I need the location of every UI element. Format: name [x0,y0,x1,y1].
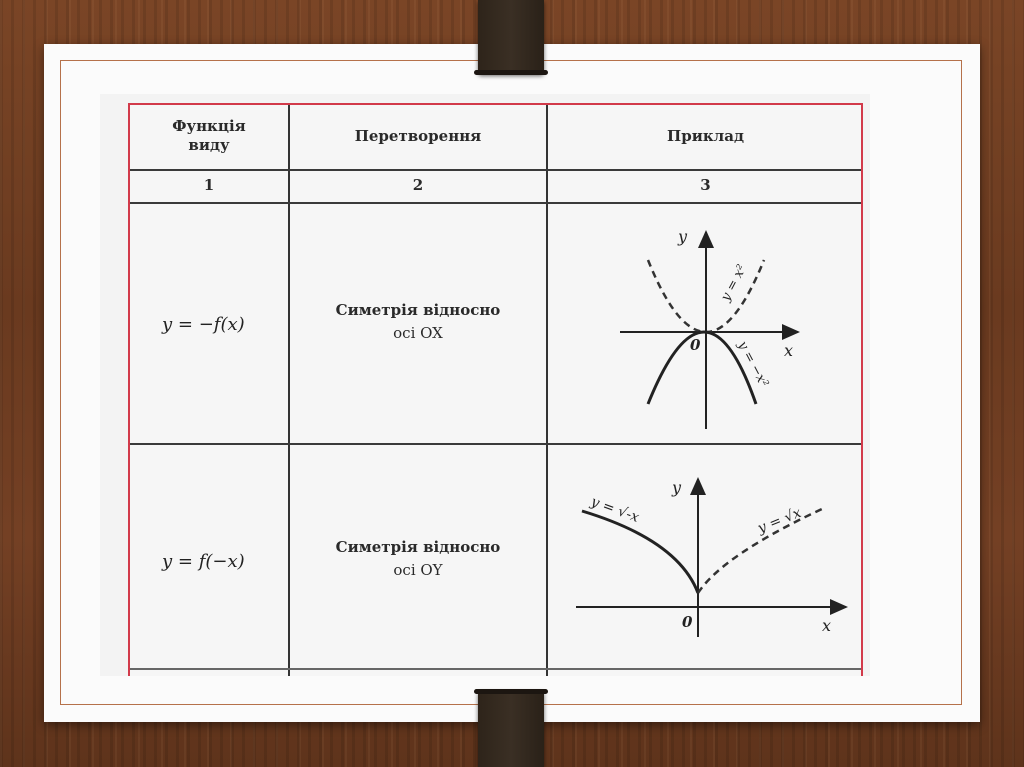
y-axis-label: y [672,478,682,497]
header-transformation: Перетворення [354,127,482,145]
table-row-divider-1 [130,169,861,171]
table-row-divider-4 [130,668,861,670]
binder-clip-bottom-bar [474,689,548,694]
origin-label: 0 [682,613,693,631]
binder-clip-bottom [478,690,544,767]
row1-function: y = −f(x) [162,314,245,335]
curve-y-sqrt-neg-x [582,511,698,593]
transform-table [128,103,863,676]
row2-transformation-line2: осі OY [393,561,443,579]
column-number-1: 1 [203,176,215,194]
curve-label-sqrt-neg-x: y = √-x [588,493,642,526]
row1-transformation-line1: Симетрія відносно [335,301,501,319]
graph-parabolas [548,204,861,442]
column-number-2: 2 [412,176,424,194]
x-axis-label: x [784,341,794,360]
row2-function: y = f(−x) [162,551,245,572]
origin-label: 0 [690,336,701,354]
row2-transformation-line1: Симетрія відносно [335,538,501,556]
y-axis-label: y [678,227,688,246]
row1-transformation-line2: осі OX [393,324,443,342]
column-number-3: 3 [700,176,711,194]
binder-clip-top-bar [474,70,548,75]
header-example: Приклад [667,127,744,145]
curve-label-neg-x-squared: y = −x² [734,338,772,390]
header-function-type: Функція виду [172,117,246,154]
curve-label-sqrt-x: y = √x [755,504,804,537]
graph-square-roots [548,445,861,667]
x-axis-label: x [822,616,832,635]
binder-clip-top [478,0,544,74]
curve-label-x-squared: y = x² [718,262,750,304]
